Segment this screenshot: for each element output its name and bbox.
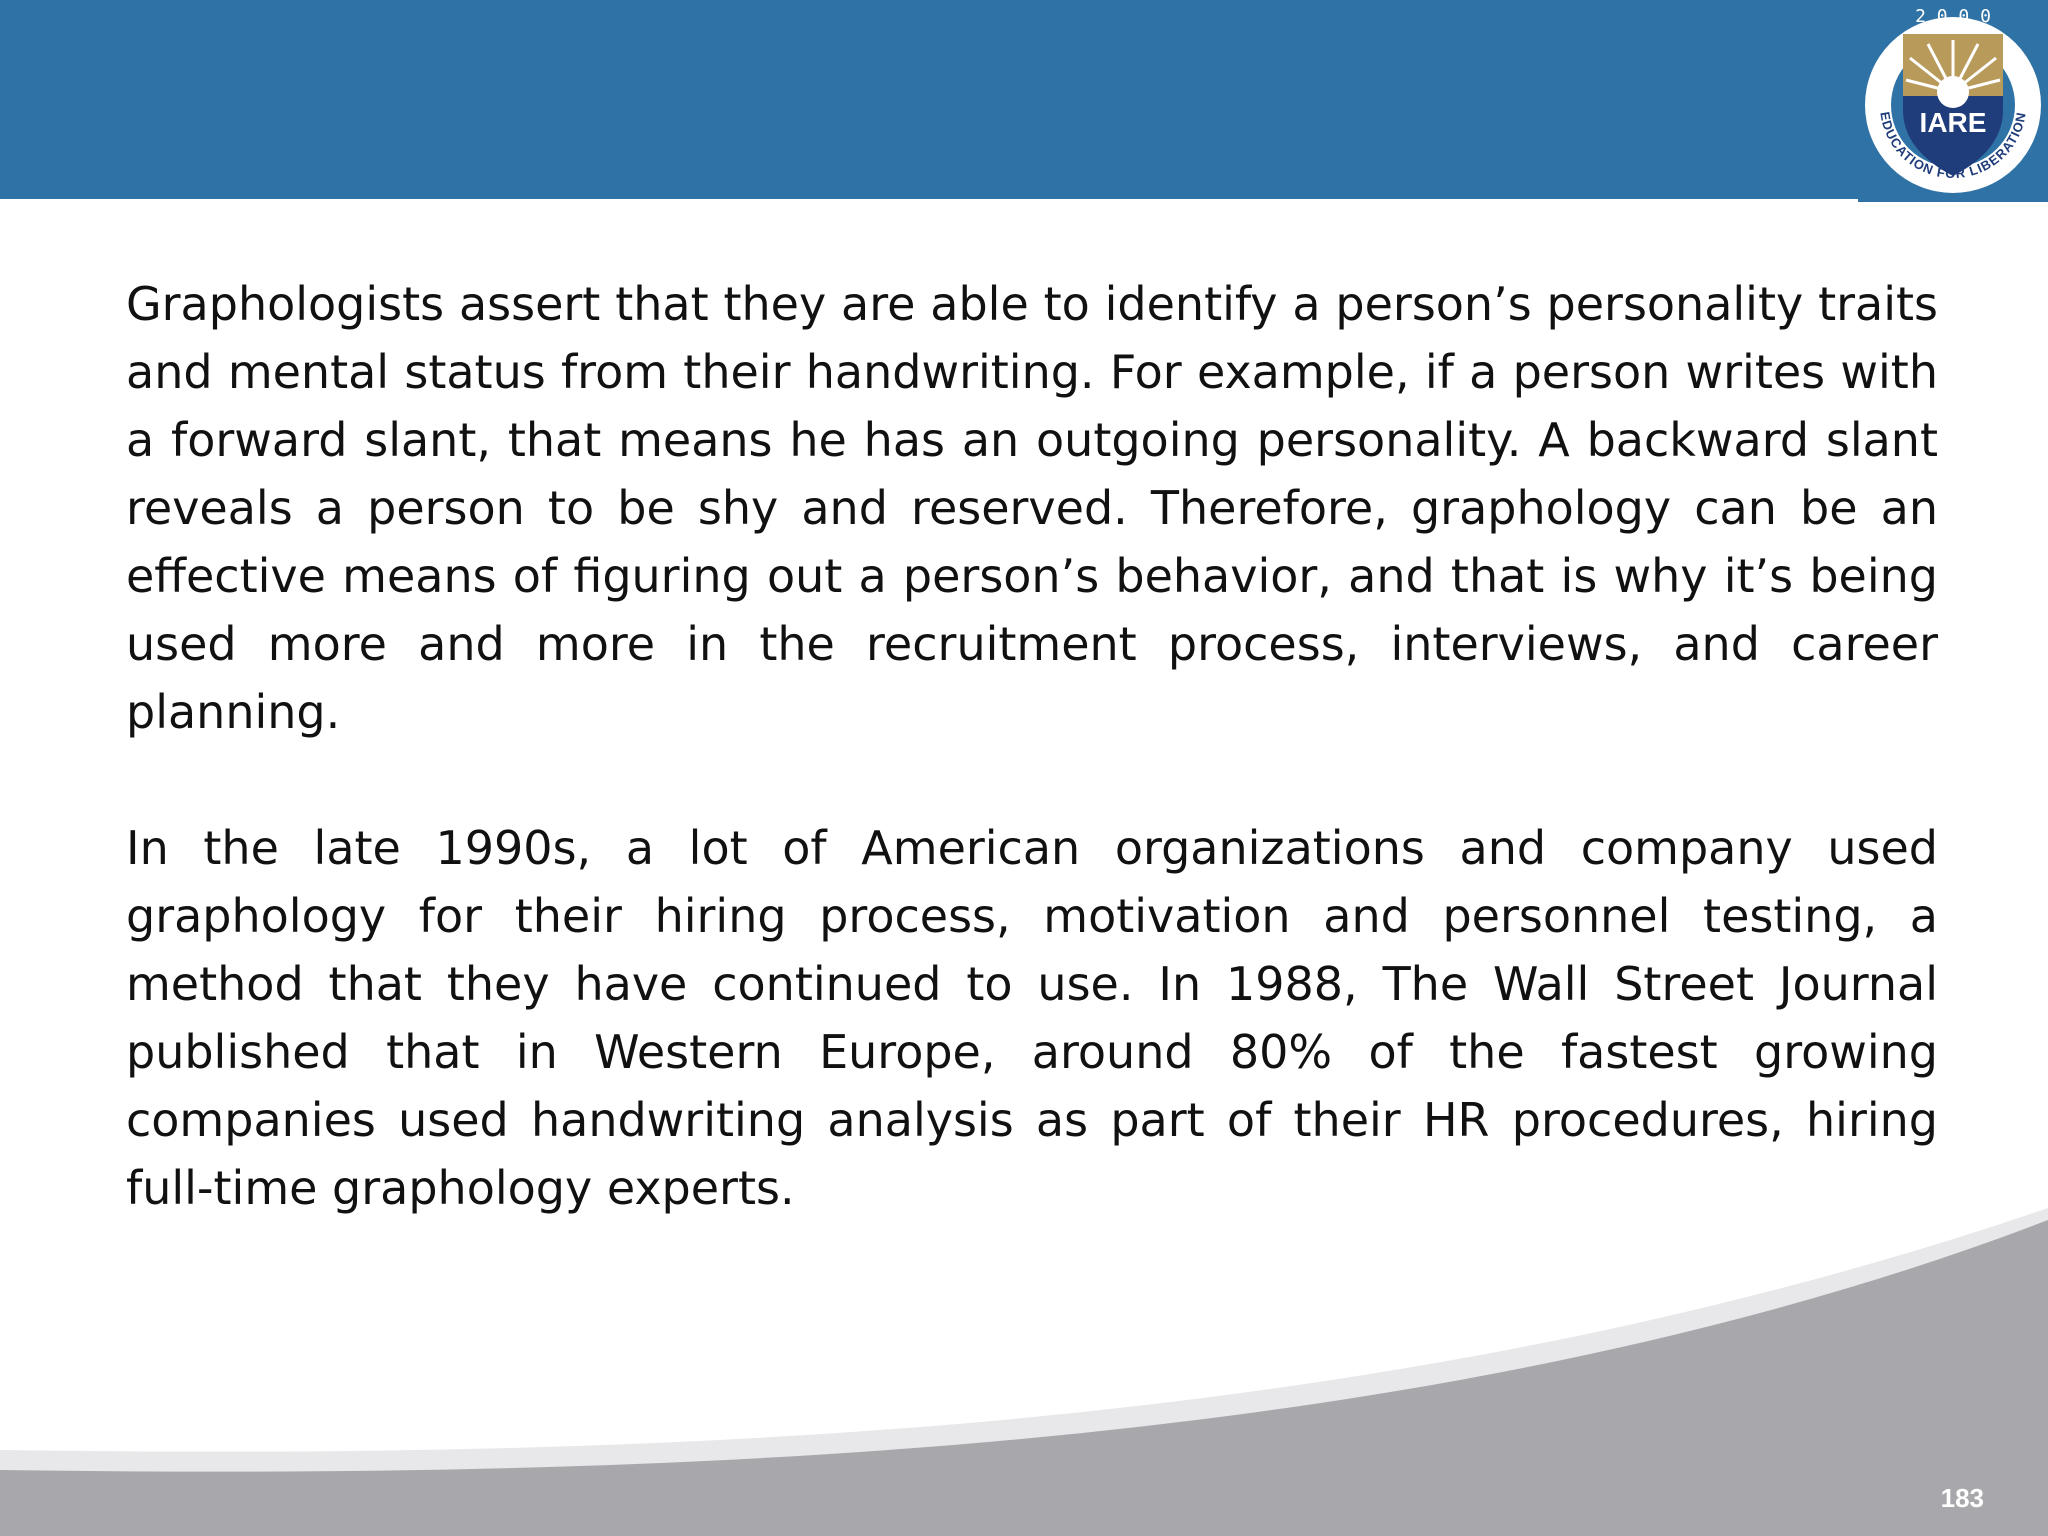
paragraph-2: In the late 1990s, a lot of American organizations and company used graphology for their hiring process, motivation and personnel testing, a method that they have continued to use. In 1988, The Wall Street Journal published that in Western Europe, around 80% of the fastest growing companies used handwriting analysis as part of their HR procedures, hiring full-time graphology experts. xyxy=(126,821,1938,1215)
iare-logo-graphic xyxy=(1858,0,2048,202)
logo-name: IARE xyxy=(1919,107,1987,138)
iare-logo xyxy=(1858,0,2048,202)
logo-motto: EDUCATION FOR LIBERATION xyxy=(1877,110,2029,182)
header-band xyxy=(0,0,2048,199)
sun-icon xyxy=(1937,76,1969,108)
slide-body xyxy=(126,270,1938,1222)
page-number: 183 xyxy=(1940,1483,1984,1513)
footer-swoosh xyxy=(0,1180,2048,1536)
paragraph-1: Graphologists assert that they are able to identify a person’s personality traits and mental status from their handwriting. For example, if a person writes with a forward slant, that means he has an outgoing personality. A backward slant reveals a person to be shy and reserved. Therefore, graphology can be an effective means of figuring out a person’s behavior, and that is why it’s being used more and more in the recruitment process, interviews, and career planning. xyxy=(126,277,1938,739)
logo-year: 2 0 0 0 xyxy=(1915,6,1991,27)
